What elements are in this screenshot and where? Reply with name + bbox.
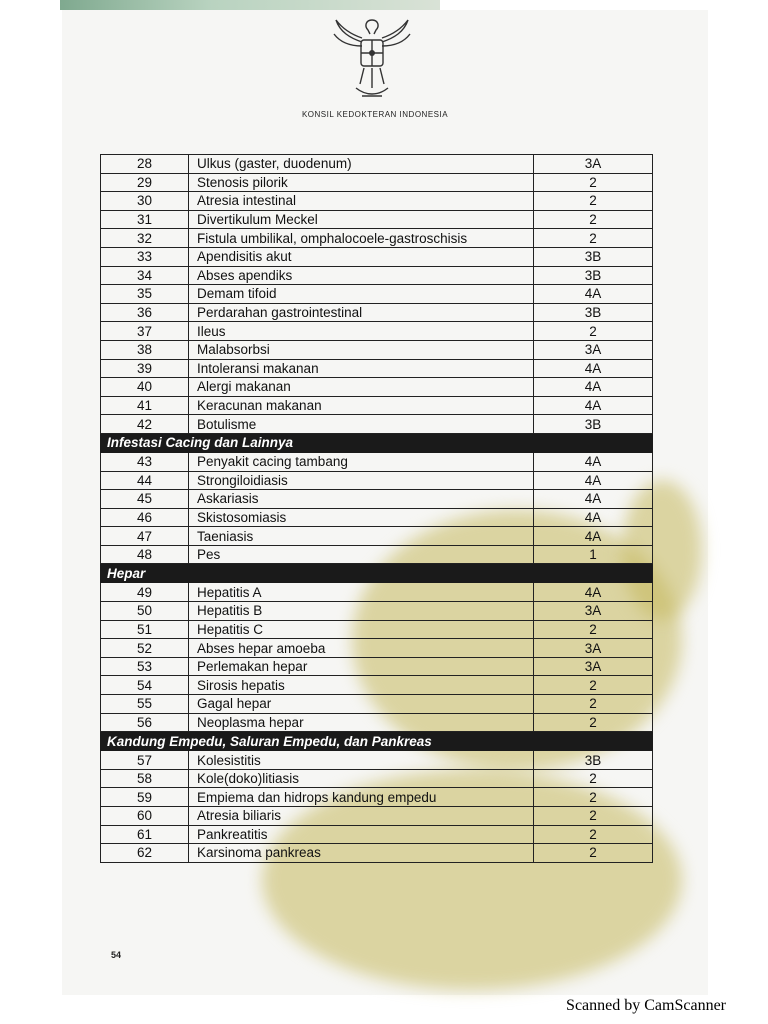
section-title: Infestasi Cacing dan Lainnya (101, 433, 653, 452)
disease-name: Gagal hepar (189, 695, 534, 714)
page-number: 54 (111, 950, 122, 960)
scanner-watermark: Scanned by CamScanner (566, 997, 726, 1014)
row-number: 46 (101, 508, 189, 527)
disease-name: Abses apendiks (189, 266, 534, 285)
disease-name: Strongiloidiasis (189, 471, 534, 490)
table-row (101, 266, 653, 285)
disease-name: Pes (189, 545, 534, 564)
table-row (101, 229, 653, 248)
row-number: 60 (101, 807, 189, 826)
competency-level: 2 (534, 620, 653, 639)
row-number: 59 (101, 788, 189, 807)
disease-name: Neoplasma hepar (189, 713, 534, 732)
table-row (101, 192, 653, 211)
disease-name: Hepatitis A (189, 583, 534, 602)
disease-name: Empiema dan hidrops kandung empedu (189, 788, 534, 807)
disease-name: Demam tifoid (189, 285, 534, 304)
disease-name: Atresia biliaris (189, 807, 534, 826)
disease-name: Keracunan makanan (189, 396, 534, 415)
competency-level: 3B (534, 415, 653, 434)
disease-name: Atresia intestinal (189, 192, 534, 211)
row-number: 41 (101, 396, 189, 415)
competency-level: 2 (534, 229, 653, 248)
competency-level: 4A (534, 508, 653, 527)
row-number: 31 (101, 210, 189, 229)
disease-name: Sirosis hepatis (189, 676, 534, 695)
table-row (101, 695, 653, 714)
table-row (101, 620, 653, 639)
disease-name: Stenosis pilorik (189, 173, 534, 192)
disease-name: Fistula umbilikal, omphalocoele-gastroschisis (189, 229, 534, 248)
competency-level: 2 (534, 788, 653, 807)
row-number: 50 (101, 602, 189, 621)
institution-header: KONSIL KEDOKTERAN INDONESIA (301, 110, 449, 119)
competency-level: 3A (534, 657, 653, 676)
row-number: 47 (101, 527, 189, 546)
row-number: 42 (101, 415, 189, 434)
disease-name: Abses hepar amoeba (189, 639, 534, 658)
table-row (101, 527, 653, 546)
disease-name: Kolesistitis (189, 751, 534, 770)
table-row (101, 713, 653, 732)
disease-name: Karsinoma pankreas (189, 844, 534, 863)
disease-name: Kole(doko)litiasis (189, 769, 534, 788)
table-row (101, 210, 653, 229)
table-row (101, 545, 653, 564)
disease-name: Skistosomiasis (189, 508, 534, 527)
competency-level: 3B (534, 266, 653, 285)
disease-name: Pankreatitis (189, 825, 534, 844)
row-number: 49 (101, 583, 189, 602)
disease-name: Ileus (189, 322, 534, 341)
disease-name: Alergi makanan (189, 378, 534, 397)
row-number: 45 (101, 490, 189, 509)
table-row (101, 751, 653, 770)
competency-level: 4A (534, 452, 653, 471)
table-row (101, 508, 653, 527)
competency-level: 1 (534, 545, 653, 564)
competency-level: 4A (534, 490, 653, 509)
table-row (101, 769, 653, 788)
competency-level: 3A (534, 155, 653, 174)
table-row (101, 657, 653, 676)
row-number: 37 (101, 322, 189, 341)
table-row (101, 602, 653, 621)
section-title: Kandung Empedu, Saluran Empedu, dan Pankreas (101, 732, 653, 751)
row-number: 29 (101, 173, 189, 192)
table-row (101, 359, 653, 378)
row-number: 57 (101, 751, 189, 770)
competency-level: 2 (534, 173, 653, 192)
table-row (101, 155, 653, 174)
table-row (101, 340, 653, 359)
row-number: 33 (101, 247, 189, 266)
row-number: 43 (101, 452, 189, 471)
disease-name: Malabsorbsi (189, 340, 534, 359)
row-number: 40 (101, 378, 189, 397)
row-number: 52 (101, 639, 189, 658)
competency-level: 4A (534, 527, 653, 546)
disease-name: Perdarahan gastrointestinal (189, 303, 534, 322)
table-row (101, 173, 653, 192)
disease-name: Taeniasis (189, 527, 534, 546)
table-row (101, 452, 653, 471)
photo-background-strip (60, 0, 440, 10)
competency-level: 2 (534, 844, 653, 863)
table-row (101, 490, 653, 509)
table-row (101, 639, 653, 658)
row-number: 39 (101, 359, 189, 378)
disease-name: Penyakit cacing tambang (189, 452, 534, 471)
section-header-row (101, 732, 653, 751)
section-header-row (101, 564, 653, 583)
table-row (101, 303, 653, 322)
competency-level: 3A (534, 639, 653, 658)
disease-name: Apendisitis akut (189, 247, 534, 266)
table-row (101, 583, 653, 602)
row-number: 48 (101, 545, 189, 564)
row-number: 54 (101, 676, 189, 695)
garuda-emblem-icon (332, 12, 412, 104)
row-number: 38 (101, 340, 189, 359)
table-row (101, 396, 653, 415)
competency-level: 2 (534, 807, 653, 826)
competency-level: 4A (534, 359, 653, 378)
competency-level: 2 (534, 695, 653, 714)
disease-name: Hepatitis B (189, 602, 534, 621)
table-row (101, 788, 653, 807)
competency-level: 3B (534, 247, 653, 266)
disease-name: Intoleransi makanan (189, 359, 534, 378)
row-number: 56 (101, 713, 189, 732)
competency-level: 4A (534, 285, 653, 304)
disease-name: Botulisme (189, 415, 534, 434)
competency-level: 3B (534, 751, 653, 770)
section-header-row (101, 433, 653, 452)
table-row (101, 415, 653, 434)
row-number: 55 (101, 695, 189, 714)
row-number: 61 (101, 825, 189, 844)
table-row (101, 676, 653, 695)
competency-level: 2 (534, 210, 653, 229)
disease-name: Ulkus (gaster, duodenum) (189, 155, 534, 174)
row-number: 28 (101, 155, 189, 174)
section-title: Hepar (101, 564, 653, 583)
table-row (101, 844, 653, 863)
competency-level: 2 (534, 322, 653, 341)
row-number: 51 (101, 620, 189, 639)
row-number: 30 (101, 192, 189, 211)
competency-level: 2 (534, 825, 653, 844)
table-row (101, 322, 653, 341)
disease-name: Divertikulum Meckel (189, 210, 534, 229)
row-number: 53 (101, 657, 189, 676)
competency-level: 3B (534, 303, 653, 322)
row-number: 62 (101, 844, 189, 863)
table-row (101, 471, 653, 490)
disease-name: Hepatitis C (189, 620, 534, 639)
disease-name: Askariasis (189, 490, 534, 509)
competency-level: 2 (534, 676, 653, 695)
row-number: 58 (101, 769, 189, 788)
row-number: 35 (101, 285, 189, 304)
table-row (101, 807, 653, 826)
row-number: 44 (101, 471, 189, 490)
competency-level: 2 (534, 192, 653, 211)
competency-level: 4A (534, 583, 653, 602)
row-number: 32 (101, 229, 189, 248)
table-row (101, 825, 653, 844)
competency-level: 3A (534, 340, 653, 359)
competency-level: 3A (534, 602, 653, 621)
table-row (101, 285, 653, 304)
disease-competency-table (100, 154, 653, 863)
competency-level: 2 (534, 713, 653, 732)
table-row (101, 378, 653, 397)
competency-level: 4A (534, 396, 653, 415)
competency-level: 4A (534, 471, 653, 490)
competency-level: 4A (534, 378, 653, 397)
table-row (101, 247, 653, 266)
row-number: 34 (101, 266, 189, 285)
competency-level: 2 (534, 769, 653, 788)
disease-name: Perlemakan hepar (189, 657, 534, 676)
row-number: 36 (101, 303, 189, 322)
